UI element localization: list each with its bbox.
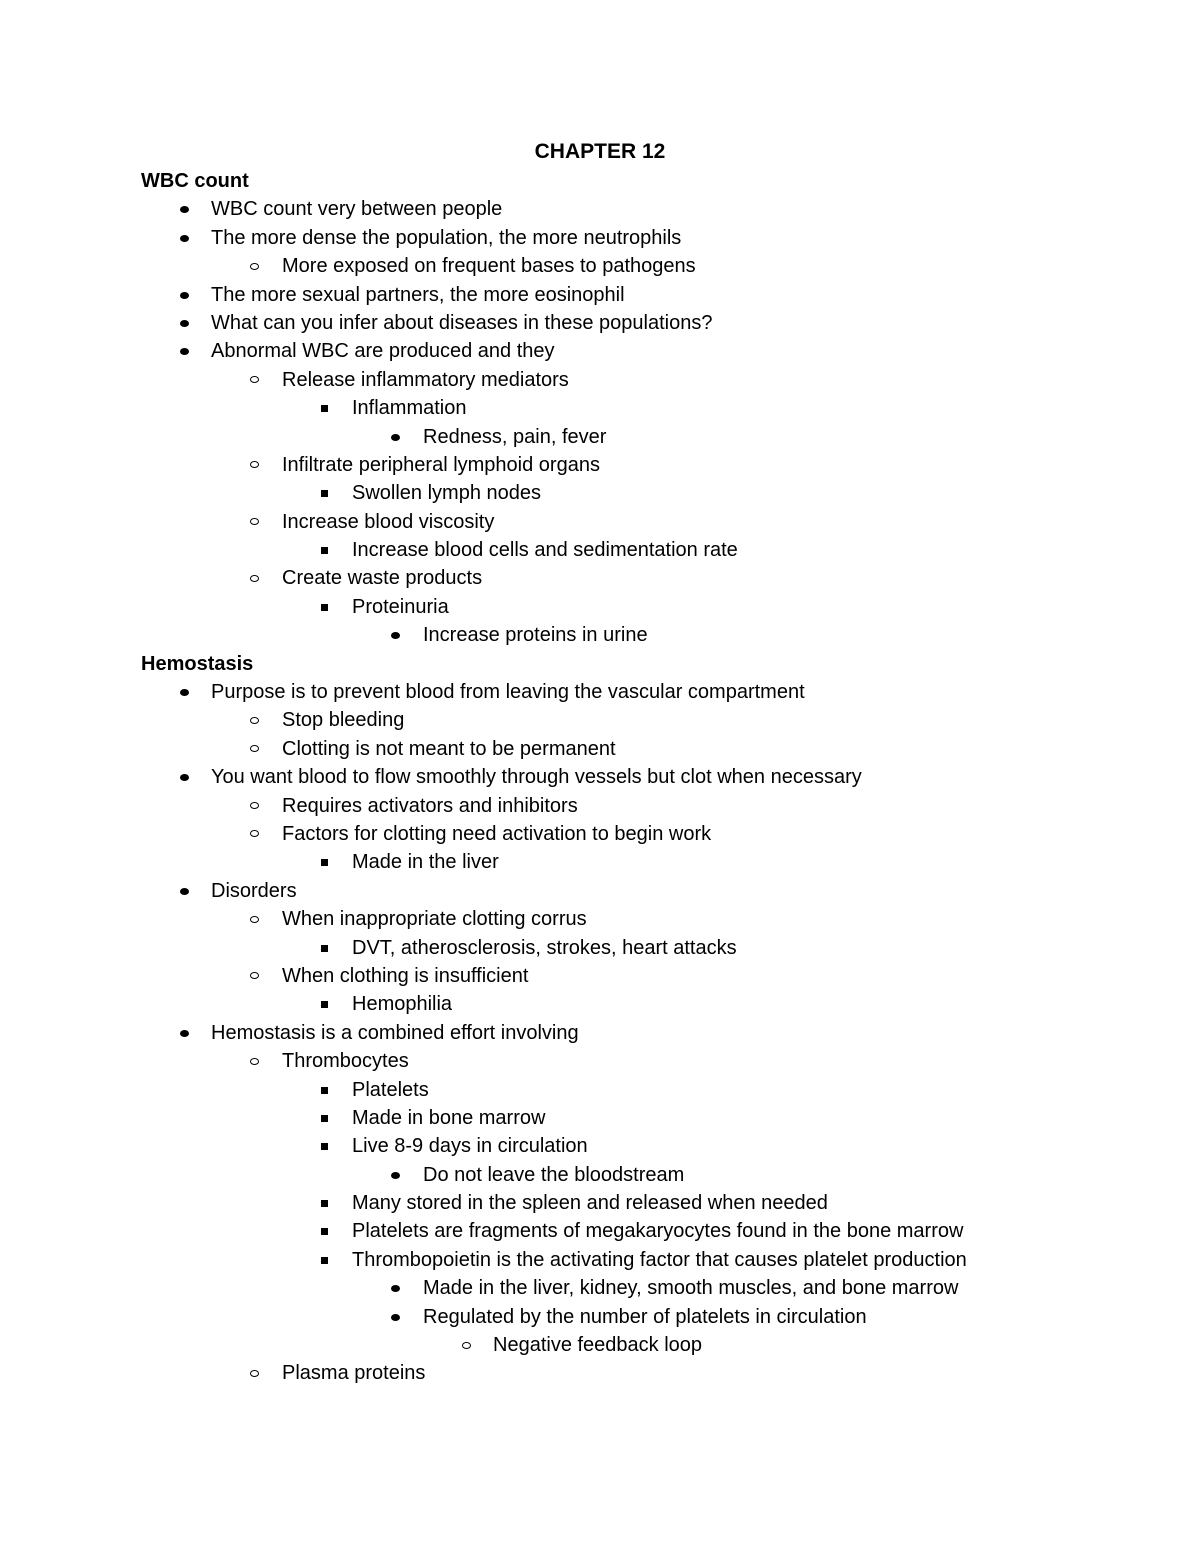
bullet-filled-circle-icon [180, 348, 189, 355]
list-item [141, 1132, 1161, 1160]
list-item [141, 962, 1161, 990]
list-item-text: Hemostasis is a combined effort involving [211, 1021, 579, 1044]
bullet-square-icon [321, 547, 328, 554]
list-item-text: Platelets are fragments of megakaryocytes found in the bone marrow [352, 1220, 964, 1243]
list-item [141, 735, 1161, 763]
bullet-filled-circle-icon [180, 320, 189, 327]
list-item-text: Thrombopoietin is the activating factor that causes platelet production [352, 1248, 967, 1271]
list-item-text: Release inflammatory mediators [282, 368, 569, 391]
list-item-text: Do not leave the bloodstream [423, 1163, 685, 1186]
list-item [141, 1246, 1161, 1274]
list-item-text: Requires activators and inhibitors [282, 794, 578, 817]
section-heading: WBC count [141, 170, 249, 192]
bullet-hollow-circle-icon [250, 717, 259, 724]
list-item [141, 224, 1161, 252]
list-item-text: You want blood to flow smoothly through vessels but clot when necessary [211, 766, 862, 789]
list-item-text: Many stored in the spleen and released when needed [352, 1192, 828, 1215]
list-item-text: Increase proteins in urine [423, 624, 648, 647]
list-item-text: What can you infer about diseases in these populations? [211, 311, 713, 334]
bullet-filled-circle-icon [180, 888, 189, 895]
bullet-hollow-circle-icon [250, 1370, 259, 1377]
list-item [141, 252, 1161, 280]
list-item-text: Increase blood viscosity [282, 510, 495, 533]
bullet-square-icon [321, 1087, 328, 1094]
bullet-hollow-circle-icon [250, 376, 259, 383]
bullet-filled-circle-icon [391, 632, 400, 639]
list-item-text: Stop bleeding [282, 709, 405, 732]
list-item-text: The more dense the population, the more neutrophils [211, 226, 682, 249]
list-item [141, 1076, 1161, 1104]
list-item [141, 1331, 1161, 1359]
list-item [141, 1189, 1161, 1217]
list-item [141, 877, 1161, 905]
bullet-filled-circle-icon [180, 689, 189, 696]
list-item-text: Clotting is not meant to be permanent [282, 737, 616, 760]
bullet-square-icon [321, 1200, 328, 1207]
list-item [141, 1161, 1161, 1189]
list-item [141, 451, 1161, 479]
list-item [141, 564, 1161, 592]
list-item [141, 1019, 1161, 1047]
list-item [141, 792, 1161, 820]
bullet-square-icon [321, 405, 328, 412]
bullet-hollow-circle-icon [250, 575, 259, 582]
list-item-text: Proteinuria [352, 595, 449, 618]
list-item-text: Thrombocytes [282, 1050, 409, 1073]
list-item [141, 593, 1161, 621]
list-item [141, 536, 1161, 564]
list-item [141, 1303, 1161, 1331]
bullet-hollow-circle-icon [250, 1058, 259, 1065]
list-item-text: DVT, atherosclerosis, strokes, heart attacks [352, 936, 737, 959]
list-item [141, 820, 1161, 848]
bullet-square-icon [321, 1115, 328, 1122]
bullet-hollow-circle-icon [250, 461, 259, 468]
bullet-filled-circle-icon [391, 1172, 400, 1179]
list-item [141, 1047, 1161, 1075]
list-item-text: Inflammation [352, 397, 467, 420]
bullet-square-icon [321, 1143, 328, 1150]
list-item-text: More exposed on frequent bases to pathogens [282, 255, 696, 278]
bullet-hollow-circle-icon [250, 916, 259, 923]
bullet-filled-circle-icon [391, 1314, 400, 1321]
bullet-square-icon [321, 1001, 328, 1008]
list-item [141, 366, 1161, 394]
list-item [141, 423, 1161, 451]
list-item [141, 678, 1161, 706]
list-item-text: Infiltrate peripheral lymphoid organs [282, 453, 600, 476]
bullet-square-icon [321, 604, 328, 611]
list-item-text: WBC count very between people [211, 198, 503, 221]
list-item-text: Hemophilia [352, 993, 453, 1016]
bullet-square-icon [321, 490, 328, 497]
bullet-filled-circle-icon [391, 434, 400, 441]
list-item [141, 706, 1161, 734]
bullet-hollow-circle-icon [250, 518, 259, 525]
list-item-text: Factors for clotting need activation to begin work [282, 822, 712, 845]
list-item [141, 394, 1161, 422]
list-item [141, 1359, 1161, 1387]
bullet-square-icon [321, 945, 328, 952]
list-item-text: When clothing is insufficient [282, 964, 529, 987]
list-item-text: Disorders [211, 879, 297, 902]
list-item [141, 1104, 1161, 1132]
bullet-hollow-circle-icon [250, 263, 259, 270]
list-item-text: When inappropriate clotting corrus [282, 908, 587, 931]
list-item-text: Made in bone marrow [352, 1106, 546, 1129]
list-item [141, 479, 1161, 507]
list-item [141, 309, 1161, 337]
list-item-text: Platelets [352, 1078, 429, 1101]
list-item [141, 281, 1161, 309]
list-item [141, 905, 1161, 933]
list-item [141, 337, 1161, 365]
section-heading: Hemostasis [141, 652, 254, 675]
list-item-text: Live 8-9 days in circulation [352, 1135, 588, 1158]
bullet-hollow-circle-icon [250, 745, 259, 752]
list-item-text: Purpose is to prevent blood from leaving the vascular compartment [211, 681, 805, 704]
list-item-text: Increase blood cells and sedimentation rate [352, 539, 738, 562]
list-item-text: Abnormal WBC are produced and they [211, 340, 555, 363]
list-item [141, 848, 1161, 876]
bullet-square-icon [321, 1257, 328, 1264]
list-item-text: Create waste products [282, 567, 483, 590]
bullet-filled-circle-icon [180, 774, 189, 781]
list-item-text: Redness, pain, fever [423, 425, 607, 448]
bullet-hollow-circle-icon [462, 1342, 471, 1349]
list-item-text: Made in the liver, kidney, smooth muscles, and bone marrow [423, 1277, 959, 1300]
bullet-filled-circle-icon [180, 235, 189, 242]
list-item [141, 1217, 1161, 1245]
page-title: CHAPTER 12 [534, 140, 666, 163]
list-item [141, 508, 1161, 536]
bullet-filled-circle-icon [180, 1030, 189, 1037]
document-content [141, 167, 1161, 1388]
list-item-text: The more sexual partners, the more eosinophil [211, 283, 625, 306]
bullet-square-icon [321, 859, 328, 866]
bullet-hollow-circle-icon [250, 830, 259, 837]
list-item-text: Plasma proteins [282, 1362, 426, 1385]
bullet-filled-circle-icon [180, 206, 189, 213]
bullet-filled-circle-icon [180, 292, 189, 299]
bullet-square-icon [321, 1228, 328, 1235]
bullet-hollow-circle-icon [250, 802, 259, 809]
list-item-text: Made in the liver [352, 851, 499, 874]
bullet-filled-circle-icon [391, 1285, 400, 1292]
list-item-text: Swollen lymph nodes [352, 482, 541, 505]
list-item [141, 621, 1161, 649]
list-item [141, 934, 1161, 962]
list-item-text: Regulated by the number of platelets in circulation [423, 1305, 867, 1328]
list-item [141, 990, 1161, 1018]
list-item-text: Negative feedback loop [493, 1334, 703, 1357]
list-item [141, 1274, 1161, 1302]
list-item [141, 763, 1161, 791]
list-item [141, 195, 1161, 223]
bullet-hollow-circle-icon [250, 972, 259, 979]
